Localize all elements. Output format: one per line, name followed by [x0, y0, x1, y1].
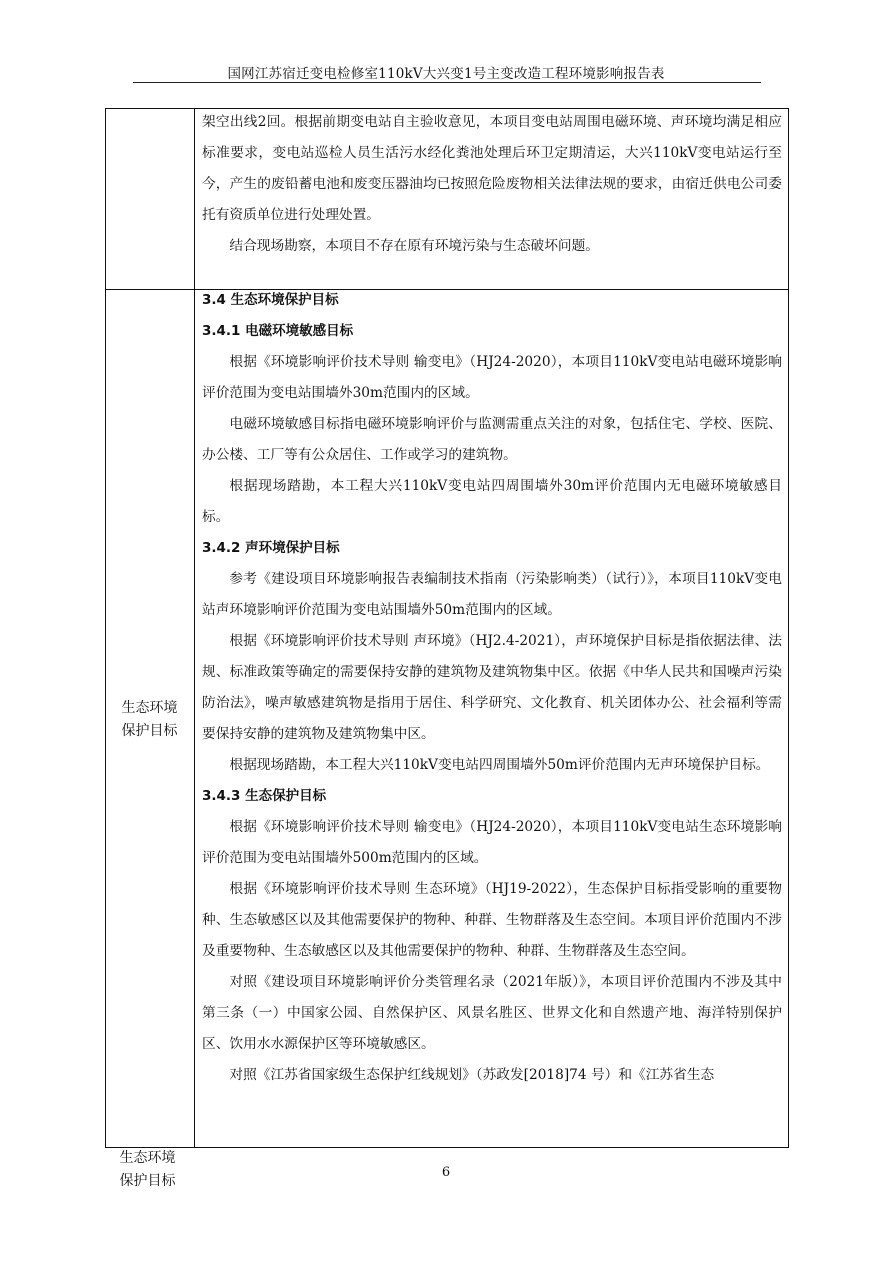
paragraph: 根据现场踏勘，本工程大兴110kV变电站四周围墙外30m评价范围内无电磁环境敏感目标。 [202, 478, 782, 525]
label-line: 保护目标 [121, 723, 178, 739]
table-column-divider [194, 108, 195, 1148]
section-heading: 3.4 生态环境保护目标 [202, 292, 339, 308]
paragraph: 电磁环境敏感目标指电磁环境影响评价与监测需重点关注的对象，包括住宅、学校、医院、办公楼、工厂等有公众居住、工作或学习的建筑物。 [202, 416, 782, 463]
label-line: 生态环境 [121, 700, 178, 716]
paragraph: 根据现场踏勘，本工程大兴110kV变电站四周围墙外50m评价范围内无声环境保护目标。 [229, 757, 770, 773]
subsection-heading: 3.4.2 声环境保护目标 [202, 540, 340, 556]
paragraph: 对照《江苏省国家级生态保护红线规划》（苏政发[2018]74 号）和《江苏省生态 [229, 1067, 715, 1083]
paragraph: 根据《环境影响评价技术导则 输变电》（HJ24-2020），本项目110kV变电站生态环境影响评价范围为变电站围墙外500m范围内的区域。 [202, 819, 782, 866]
paragraph: 对照《建设项目环境影响评价分类管理名录（2021年版）》，本项目评价范围内不涉及其中第三条（一）中国家公园、自然保护区、风景名胜区、世界文化和自然遗产地、海洋特别保护区、饮用水水源保护区等环境敏感区。 [202, 974, 782, 1052]
table-row-1-content [202, 107, 782, 262]
table-row-2-label [105, 697, 194, 743]
paragraph: 根据《环境影响评价技术导则 声环境》（HJ2.4-2021），声环境保护目标是指依据法律、法规、标准政策等确定的需要保持安静的建筑物及建筑物集中区。依据《中华人民共和国噪声污染防治法》，噪声敏感建筑物是指用于居住、科学研究、文化教育、机关团体办公、社会福利等需要保持安静的建筑物及建筑物集中区。 [202, 633, 782, 742]
header-rule [133, 82, 761, 83]
paragraph: 架空出线2回。根据前期变电站自主验收意见，本项目变电站周围电磁环境、声环境均满足相应标准要求，变电站巡检人员生活污水经化粪池处理后环卫定期清运，大兴110kV变电站运行至今，产生的废铅蓄电池和废变压器油均已按照危险废物相关法律法规的要求，由宿迁供电公司委托有资质单位进行处理处置。 [202, 114, 782, 223]
label-line: 保护目标 [119, 1173, 176, 1189]
subsection-heading: 3.4.3 生态保护目标 [202, 788, 327, 804]
paragraph: 根据《环境影响评价技术导则 生态环境》（HJ19-2022），生态保护目标指受影响的重要物种、生态敏感区以及其他需要保护的物种、种群、生物群落及生态空间。本项目评价范围内不涉及重要物种、生态敏感区以及其他需要保护的物种、种群、生物群落及生态空间。 [202, 881, 782, 959]
subsection-heading: 3.4.1 电磁环境敏感目标 [202, 323, 354, 339]
label-line: 生态环境 [119, 1150, 176, 1166]
document-header-title: 国网江苏宿迁变电检修室110kV大兴变1号主变改造工程环境影响报告表 [227, 66, 665, 82]
paragraph: 参考《建设项目环境影响报告表编制技术指南（污染影响类）（试行）》，本项目110kV变电站声环境影响评价范围为变电站围墙外50m范围内的区域。 [202, 571, 782, 618]
paragraph: 结合现场勘察，本项目不存在原有环境污染与生态破坏问题。 [229, 238, 599, 254]
page-number: 6 [441, 1165, 451, 1180]
paragraph: 根据《环境影响评价技术导则 输变电》（HJ24-2020），本项目110kV变电站电磁环境影响评价范围为变电站围墙外30m范围内的区域。 [202, 354, 782, 401]
table-row-2-content [202, 285, 782, 1091]
